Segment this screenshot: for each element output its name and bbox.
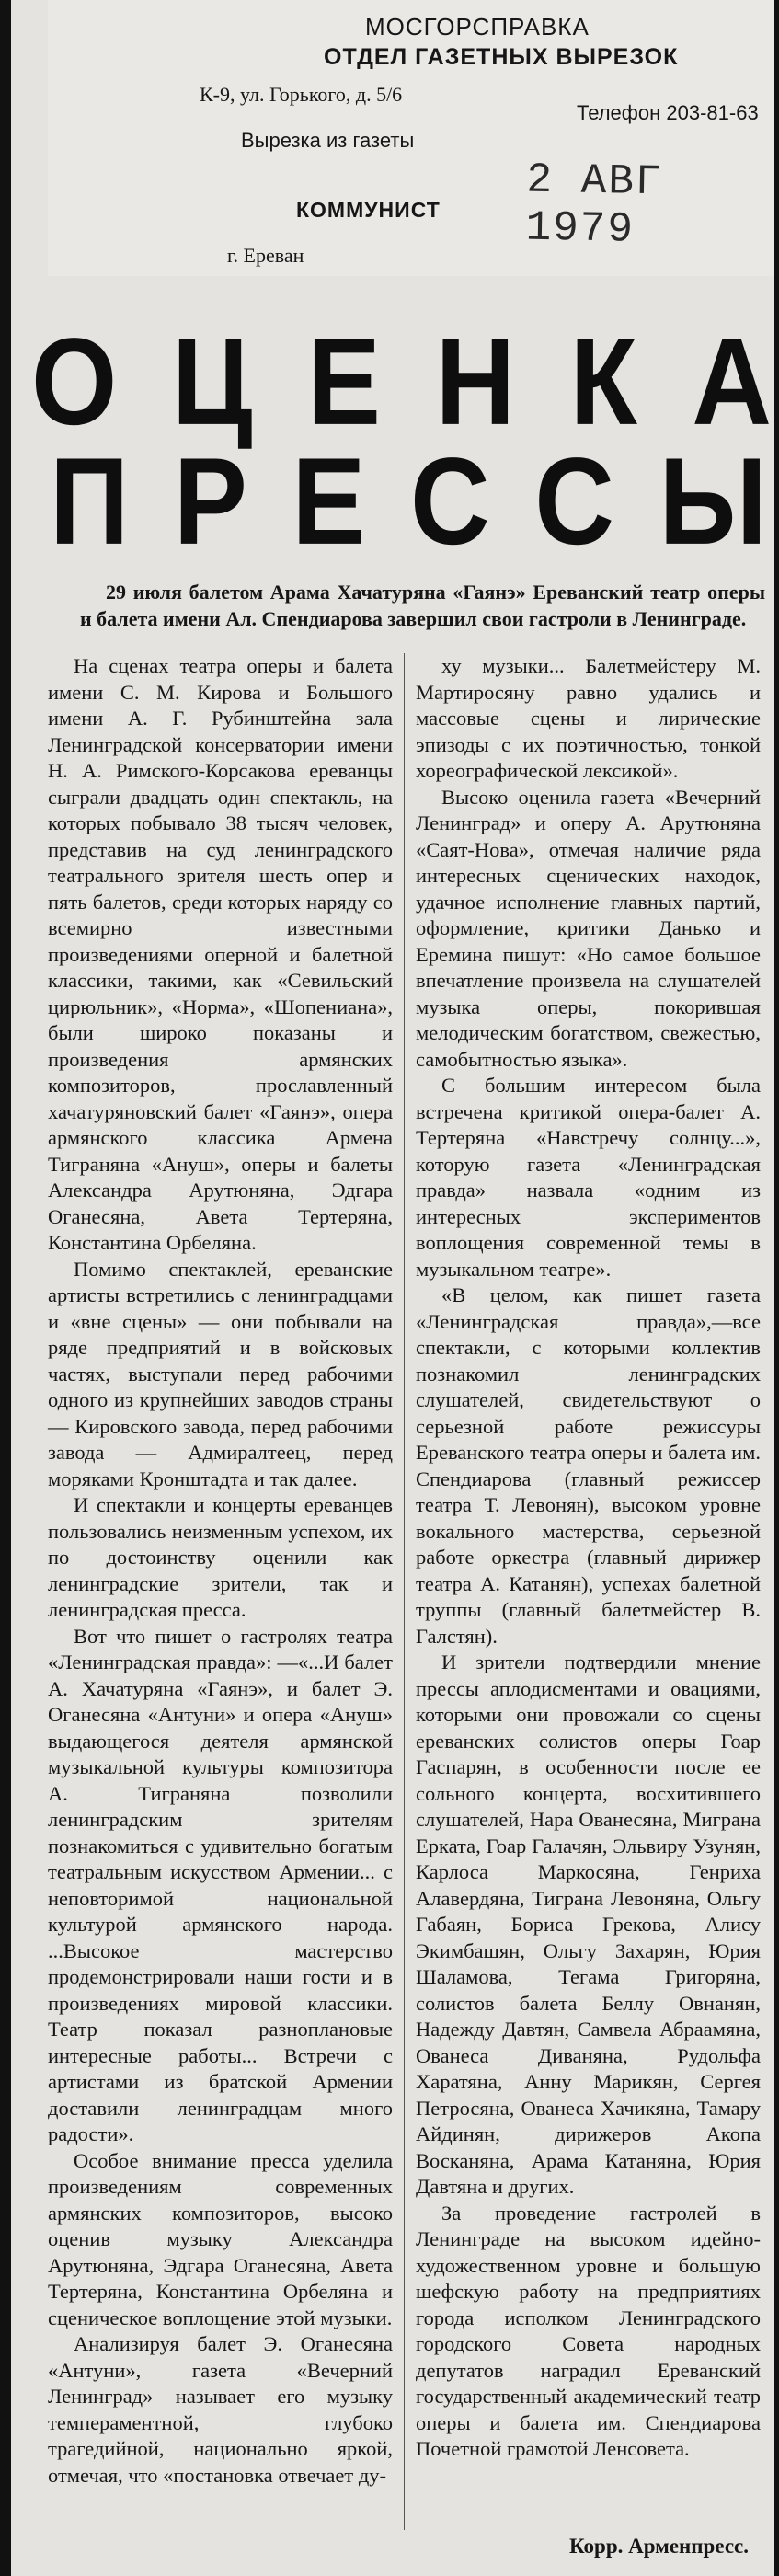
paragraph: И зрители подтвердили мнение прессы аплодисментами и овациями, которыми они провожали со сцены ереванских солистов оперы Гоар Гаспарян, в особенности после ее сольного концерта, восхитившего слушателей, Нара Ованесяна, Миграна Ерката, Гоар Галачян, Эльвиру Узунян, Карлоса Маркосяна, Генриха Алавердяна, Тиграна Левоняна, Ольгу Габаян, Бориса Грекова, Алису Экимбашян, Ольгу Захарян, Юрия Шаламова, Тегама Григоряна, солистов балета Беллу Овнанян, Надежду Давтян, Самвела Абраамяна, Ованеса Диваняна, Рудольфа Харатяна, Анну Марикян, Сергея Петросяна, Ованеса Хачикяна, Тамару Айдинян, дирижеров Акопа Восканяна, Арама Катаняна, Юрия Давтяна и других. [416,1650,761,2198]
headline-letter: Е [306,312,381,452]
article-lead: 29 июля балетом Арама Хачатуряна «Гаянэ» Ереванский театр оперы и балета имени Ал. Спендиарова завершил свои гастроли в Ленинграде. [80,581,765,630]
headline-letter: С [534,431,614,571]
newspaper-city: г. Ереван [227,244,304,267]
paragraph: Анализируя балет Э. Оганесяна «Антуни», газета «Вечерний Ленинград» называет его музыку темпераментной, глубоко трагедийной, национально яркой, отмечая, что «постановка отвечает ду- [48,2332,393,2487]
column-divider [404,653,405,2530]
paragraph: Помимо спектаклей, ереванские артисты встретились с ленинградцами и «вне сцены» — они побывали на ряде предприятий и в войсковых частях, выступали перед рабочими одного из крупнейших заводов страны — Кировского завода, перед рабочими завода — Адмиралтеец, перед моряками Кронштадта и так далее. [48,1257,393,1490]
paragraph: На сценах театра оперы и балета имени С. М. Кирова и Большого имени А. Г. Рубинштейна зала Ленинградской консерватории имени Н. А. Римского-Корсакова ереванцы сыграли двадцать один спектакль, на которых побывало 38 тысяч человек, представив на суд ленинградского театрального зрителя шесть опер и пять балетов, среди которых наряду со всемирно известными произведениями оперной и балетной классики, такими, как «Севильский цирюльник», «Норма», «Шопениана», были широко показаны и произведения армянских композиторов, прославленный хачатуряновский балет «Гаянэ», опера армянского классика Армена Тиграняна «Ануш», оперы и балеты Александра Арутюняна, Эдгара Оганесяна, Авета Тертеряна, Константина Орбеляна. [48,654,393,1254]
paragraph: Вот что пишет о гастролях театра «Ленинградская правда»: —«...И балет А. Хачатуряна «Гаянэ», и балет Э. Оганесяна «Антуни» и опера «Ануш» выдающегося деятеля армянской музыкальной культуры композитора А. Тиграняна позволили ленинградским зрителям познакомиться с удивительно богатым театральным искусством Армении... с неповторимой национальной культурой армянского народа. ...Высокое мастерство продемонстрировали наши гости и в произведениях мировой классики. Театр показал разноплановые интересные работы... Встречи с артистами из братской Армении доставили ленинградцам много радости». [48,1624,393,2145]
headline-letter: К [569,312,637,452]
headline-letter: Н [435,312,516,452]
department-name: ОТДЕЛ ГАЗЕТНЫХ ВЫРЕЗОК [324,44,679,70]
clipping-service-stamp [48,0,774,276]
agency-phone: Телефон 203-81-63 [577,101,759,124]
paragraph: ху музыки... Балетмейстеру М. Мартиросяну равно удались и массовые сцены и лирические эпизоды с их поэтичностью, тонкой хореографической лексикой». [416,654,761,782]
headline-letter: А [692,312,772,452]
date-stamp: 2 АВГ 1979 [525,155,663,254]
agency-address: К-9, ул. Горького, д. 5/6 [200,83,403,106]
agency-name: МОСГОРСПРАВКА [365,13,590,40]
paragraph: Высоко оценила газета «Вечерний Ленинград» и оперу А. Арутюняна «Саят-Нова», отмечая наличие ряда интересных сценических находок, удачное исполнение главных партий, оформление, критики Данько и Еремина пишут: «Но самое большое впечатление произвела на слушателей музыка оперы, покорившая мелодическим богатством, свежестью, самобытностью языка». [416,785,761,1071]
headline-letter: С [410,431,490,571]
headline-letter: Ц [171,312,253,452]
headline-letter: Ы [659,431,767,571]
headline-letter: Р [173,431,247,571]
article-column-1 [48,653,393,2489]
headline-letter: П [50,431,130,571]
newspaper-clipping [11,0,774,2576]
paragraph: И спектакли и концерты ереванцев пользовались неизменным успехом, их по достоинству оценили как ленинградские зрители, так и ленинградская пресса. [48,1493,393,1621]
newspaper-name: КОММУНИСТ [296,198,441,222]
author-signature: Корр. Арменпресс. [569,2535,749,2558]
headline-line-1 [31,312,772,452]
paragraph: С большим интересом была встречена критикой опера-балет А. Тертеряна «Навстречу солнцу...», которую газета «Ленинградская правда» назвала «одним из интересных экспериментов воплощения современной темы в музыкальном театре». [416,1074,761,1281]
headline-letter: О [31,312,118,452]
paragraph: «В целом, как пишет газета «Ленинградская правда»,—все спектакли, с которыми коллектив познакомил ленинградских слушателей, свидетельствуют о серьезной работе режиссуры Ереванского театра оперы и балета им. Спендиарова (главный режиссер театра Т. Левонян), высоком уровне вокального мастерства, серьезной работе оркестра (главный дирижер театра А. Катанян), успехах балетной труппы (главный балетмейстер В. Галстян). [416,1283,761,1648]
clipping-label: Вырезка из газеты [241,129,415,152]
paragraph: Особое внимание пресса уделила произведениям современных армянских композиторов, высоко оценив музыку Александра Арутюняна, Эдгара Оганесяна, Авета Тертеряна, Константина Орбеляна и сценическое воплощение этой музыки. [48,2148,393,2329]
headline-letter: Е [292,431,366,571]
headline-line-2 [50,431,767,571]
article-column-2 [416,653,761,2463]
paragraph: За проведение гастролей в Ленинграде на высоком идейно-художественном уровне и большую шефскую работу на предприятиях города исполком Ленинградского городского Совета народных депутатов наградил Ереванский государственный академический театр оперы и балета им. Спендиарова Почетной грамотой Ленсовета. [416,2201,761,2460]
